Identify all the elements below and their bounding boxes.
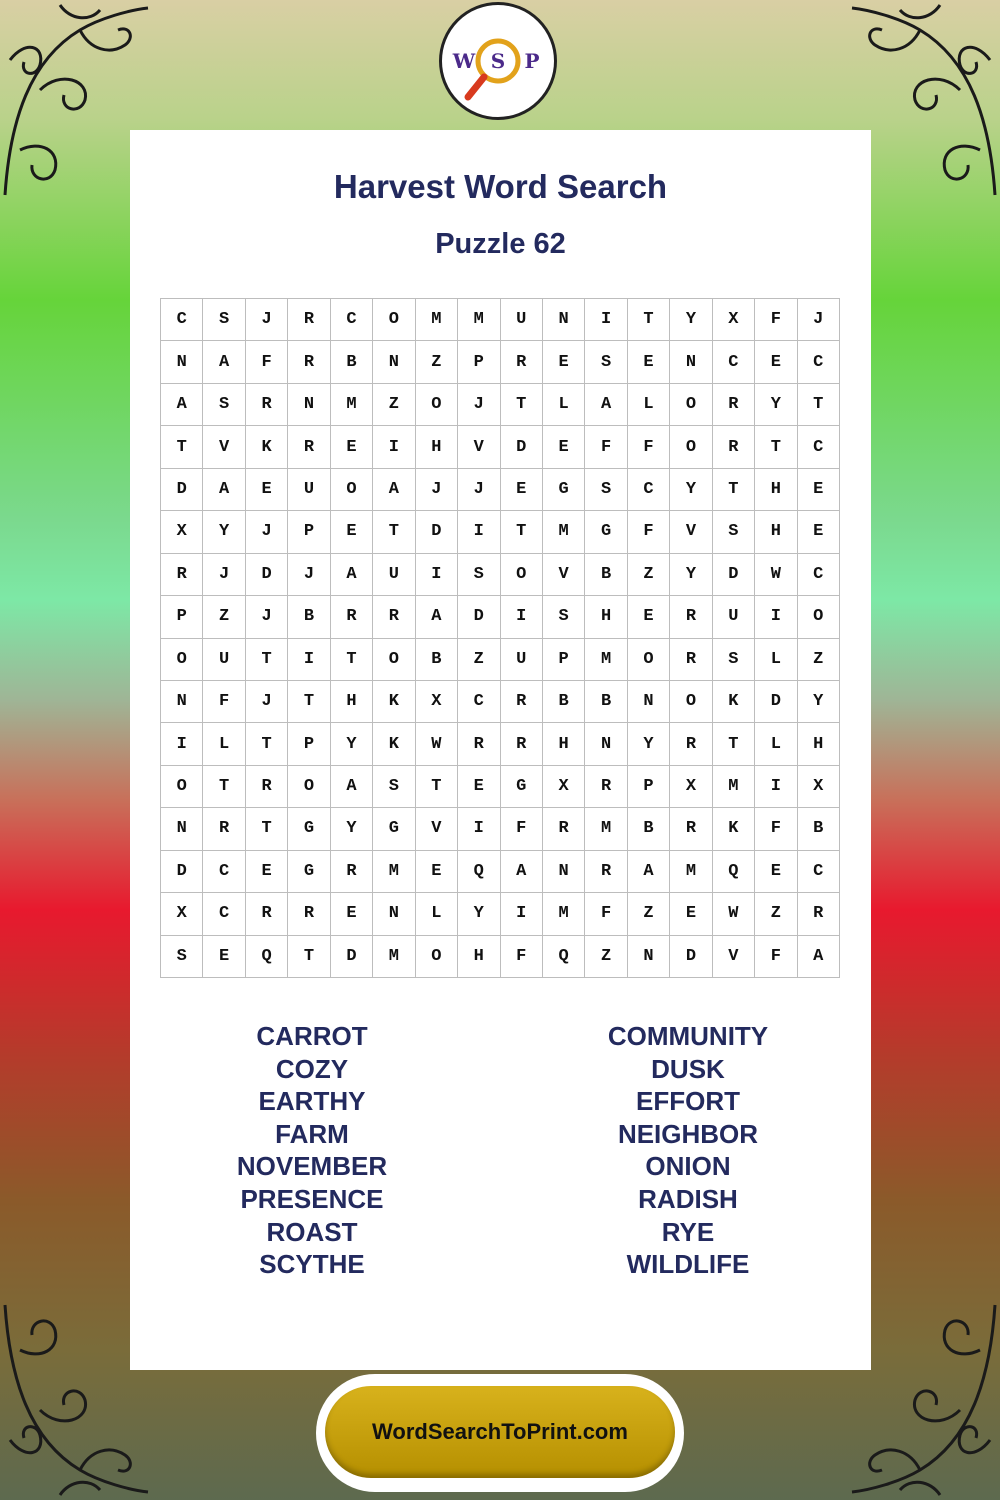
grid-cell[interactable]: A — [331, 766, 373, 808]
word-item: FARM — [275, 1118, 349, 1149]
grid-cell[interactable]: X — [416, 681, 458, 723]
grid-cell[interactable]: S — [161, 936, 203, 978]
grid-cell[interactable]: Z — [416, 341, 458, 383]
grid-cell[interactable]: O — [288, 766, 330, 808]
grid-cell[interactable]: J — [246, 299, 288, 341]
grid-cell[interactable]: X — [161, 511, 203, 553]
grid-cell[interactable]: I — [501, 596, 543, 638]
grid-cell[interactable]: D — [416, 511, 458, 553]
grid-cell[interactable]: C — [798, 426, 840, 468]
grid-cell[interactable]: O — [670, 426, 712, 468]
grid-cell[interactable]: R — [246, 384, 288, 426]
grid-cell[interactable]: J — [458, 469, 500, 511]
grid-cell[interactable]: F — [628, 426, 670, 468]
grid-cell[interactable]: O — [416, 384, 458, 426]
grid-cell[interactable]: J — [416, 469, 458, 511]
grid-cell[interactable]: X — [713, 299, 755, 341]
grid-cell[interactable]: V — [458, 426, 500, 468]
grid-cell[interactable]: T — [755, 426, 797, 468]
grid-cell[interactable]: R — [288, 426, 330, 468]
grid-cell[interactable]: U — [288, 469, 330, 511]
grid-cell[interactable]: Q — [713, 851, 755, 893]
grid-cell[interactable]: T — [798, 384, 840, 426]
grid-cell[interactable]: J — [246, 596, 288, 638]
grid-cell[interactable]: H — [458, 936, 500, 978]
grid-cell[interactable]: T — [628, 299, 670, 341]
grid-cell[interactable]: S — [203, 384, 245, 426]
grid-cell[interactable]: U — [373, 554, 415, 596]
grid-cell[interactable]: D — [161, 469, 203, 511]
grid-cell[interactable]: P — [628, 766, 670, 808]
grid-cell[interactable]: D — [755, 681, 797, 723]
grid-cell[interactable]: M — [585, 808, 627, 850]
grid-cell[interactable]: P — [543, 639, 585, 681]
grid-cell[interactable]: E — [670, 893, 712, 935]
grid-cell[interactable]: R — [713, 426, 755, 468]
grid-cell[interactable]: P — [161, 596, 203, 638]
grid-cell[interactable]: N — [161, 681, 203, 723]
grid-cell[interactable]: V — [543, 554, 585, 596]
word-item: PRESENCE — [240, 1183, 384, 1214]
grid-cell[interactable]: T — [246, 723, 288, 765]
grid-cell[interactable]: V — [416, 808, 458, 850]
grid-cell[interactable]: H — [755, 469, 797, 511]
grid-cell[interactable]: T — [501, 511, 543, 553]
grid-cell[interactable]: O — [670, 681, 712, 723]
grid-cell[interactable]: Y — [670, 554, 712, 596]
grid-cell[interactable]: S — [458, 554, 500, 596]
grid-cell[interactable]: L — [543, 384, 585, 426]
grid-cell[interactable]: A — [203, 341, 245, 383]
grid-cell[interactable]: K — [373, 723, 415, 765]
grid-cell[interactable]: Z — [628, 893, 670, 935]
grid-cell[interactable]: C — [798, 554, 840, 596]
grid-cell[interactable]: R — [501, 723, 543, 765]
grid-cell[interactable]: B — [543, 681, 585, 723]
grid-cell[interactable]: Y — [628, 723, 670, 765]
grid-cell[interactable]: J — [246, 511, 288, 553]
grid-cell[interactable]: O — [373, 639, 415, 681]
word-item: SCYTHE — [259, 1249, 365, 1280]
page-title: Harvest Word Search — [333, 168, 668, 205]
grid-cell[interactable]: Y — [670, 299, 712, 341]
word-item: RADISH — [638, 1183, 738, 1214]
grid-cell[interactable]: O — [331, 469, 373, 511]
grid-cell[interactable]: H — [543, 723, 585, 765]
site-link[interactable]: WordSearchToPrint.com — [325, 1386, 675, 1478]
grid-cell[interactable]: O — [628, 639, 670, 681]
grid-cell[interactable]: N — [543, 851, 585, 893]
grid-cell[interactable]: H — [585, 596, 627, 638]
grid-cell[interactable]: V — [203, 426, 245, 468]
grid-cell[interactable]: N — [628, 681, 670, 723]
grid-cell[interactable]: Z — [798, 639, 840, 681]
grid-cell[interactable]: H — [755, 511, 797, 553]
grid-cell[interactable]: T — [416, 766, 458, 808]
grid-cell[interactable]: V — [670, 511, 712, 553]
grid-cell[interactable]: N — [373, 341, 415, 383]
word-item: EFFORT — [636, 1086, 740, 1117]
grid-cell[interactable]: L — [416, 893, 458, 935]
grid-cell[interactable]: E — [246, 851, 288, 893]
grid-cell[interactable]: R — [798, 893, 840, 935]
grid-cell[interactable]: O — [161, 639, 203, 681]
grid-cell[interactable]: F — [203, 681, 245, 723]
grid-cell[interactable]: O — [373, 299, 415, 341]
grid-cell[interactable]: A — [416, 596, 458, 638]
letter-grid — [160, 298, 840, 978]
grid-cell[interactable]: W — [416, 723, 458, 765]
grid-cell[interactable]: R — [203, 808, 245, 850]
grid-cell[interactable]: B — [585, 554, 627, 596]
grid-cell[interactable]: O — [798, 596, 840, 638]
grid-cell[interactable]: T — [288, 681, 330, 723]
grid-cell[interactable]: N — [373, 893, 415, 935]
grid-cell[interactable]: M — [585, 639, 627, 681]
grid-cell[interactable]: X — [161, 893, 203, 935]
grid-cell[interactable]: E — [331, 511, 373, 553]
grid-cell[interactable]: E — [628, 341, 670, 383]
grid-cell[interactable]: C — [458, 681, 500, 723]
grid-cell[interactable]: U — [713, 596, 755, 638]
grid-cell[interactable]: A — [331, 554, 373, 596]
grid-cell[interactable]: P — [458, 341, 500, 383]
grid-cell[interactable]: K — [246, 426, 288, 468]
grid-cell[interactable]: D — [713, 554, 755, 596]
grid-cell[interactable]: E — [798, 511, 840, 553]
grid-cell[interactable]: R — [331, 851, 373, 893]
grid-cell[interactable]: Y — [458, 893, 500, 935]
grid-cell[interactable]: N — [670, 341, 712, 383]
grid-cell[interactable]: R — [670, 808, 712, 850]
grid-cell[interactable]: T — [331, 639, 373, 681]
grid-cell[interactable]: E — [331, 893, 373, 935]
grid-cell[interactable]: Z — [373, 384, 415, 426]
grid-cell[interactable]: P — [288, 511, 330, 553]
grid-cell[interactable]: M — [416, 299, 458, 341]
corner-ornament-top-left — [0, 0, 150, 200]
grid-cell[interactable]: T — [713, 469, 755, 511]
grid-cell[interactable]: K — [373, 681, 415, 723]
grid-cell[interactable]: Z — [203, 596, 245, 638]
grid-cell[interactable]: R — [246, 893, 288, 935]
grid-cell[interactable]: J — [203, 554, 245, 596]
grid-cell[interactable]: F — [628, 511, 670, 553]
grid-cell[interactable]: O — [670, 384, 712, 426]
grid-cell[interactable]: Z — [585, 936, 627, 978]
grid-cell[interactable]: D — [458, 596, 500, 638]
wsp-logo[interactable] — [439, 2, 557, 120]
grid-cell[interactable]: G — [501, 766, 543, 808]
grid-cell[interactable]: M — [670, 851, 712, 893]
grid-cell[interactable]: R — [288, 341, 330, 383]
grid-cell[interactable]: G — [543, 469, 585, 511]
grid-cell[interactable]: F — [501, 808, 543, 850]
grid-cell[interactable]: I — [585, 299, 627, 341]
grid-cell[interactable]: F — [501, 936, 543, 978]
grid-cell[interactable]: H — [331, 681, 373, 723]
grid-cell[interactable]: C — [798, 851, 840, 893]
grid-cell[interactable]: M — [373, 936, 415, 978]
grid-cell[interactable]: R — [373, 596, 415, 638]
grid-cell[interactable]: Y — [203, 511, 245, 553]
grid-cell[interactable]: F — [755, 808, 797, 850]
grid-cell[interactable]: R — [713, 384, 755, 426]
grid-cell[interactable]: R — [288, 299, 330, 341]
grid-cell[interactable]: N — [628, 936, 670, 978]
grid-cell[interactable]: E — [543, 341, 585, 383]
grid-cell[interactable]: E — [416, 851, 458, 893]
grid-cell[interactable]: I — [161, 723, 203, 765]
grid-cell[interactable]: Y — [331, 723, 373, 765]
grid-cell[interactable]: N — [161, 341, 203, 383]
grid-cell[interactable]: T — [246, 639, 288, 681]
word-item: NEIGHBOR — [617, 1118, 759, 1149]
grid-cell[interactable]: B — [628, 808, 670, 850]
grid-cell[interactable]: R — [288, 893, 330, 935]
grid-cell[interactable]: R — [585, 766, 627, 808]
grid-cell[interactable]: S — [543, 596, 585, 638]
grid-cell[interactable]: D — [161, 851, 203, 893]
grid-cell[interactable]: C — [331, 299, 373, 341]
grid-cell[interactable]: N — [585, 723, 627, 765]
grid-cell[interactable]: A — [203, 469, 245, 511]
grid-cell[interactable]: G — [585, 511, 627, 553]
grid-cell[interactable]: D — [670, 936, 712, 978]
grid-cell[interactable]: N — [543, 299, 585, 341]
grid-cell[interactable]: Q — [543, 936, 585, 978]
grid-cell[interactable]: D — [331, 936, 373, 978]
grid-cell[interactable]: F — [755, 299, 797, 341]
grid-cell[interactable]: C — [203, 893, 245, 935]
grid-cell[interactable]: R — [670, 723, 712, 765]
grid-cell[interactable]: E — [755, 851, 797, 893]
grid-cell[interactable]: B — [585, 681, 627, 723]
grid-cell[interactable]: E — [543, 426, 585, 468]
word-list-right — [538, 1020, 838, 1281]
grid-cell[interactable]: I — [458, 511, 500, 553]
grid-cell[interactable]: L — [203, 723, 245, 765]
grid-cell[interactable]: T — [501, 384, 543, 426]
logo-letter-s: S — [490, 49, 506, 73]
grid-cell[interactable]: M — [713, 766, 755, 808]
grid-cell[interactable]: F — [585, 426, 627, 468]
grid-cell[interactable]: K — [713, 681, 755, 723]
grid-cell[interactable]: O — [501, 554, 543, 596]
grid-cell[interactable]: N — [161, 808, 203, 850]
grid-cell[interactable]: T — [713, 723, 755, 765]
corner-ornament-bottom-right — [850, 1300, 1000, 1500]
grid-cell[interactable]: F — [755, 936, 797, 978]
puzzle-panel — [130, 130, 871, 1370]
grid-cell[interactable]: W — [713, 893, 755, 935]
word-item: COMMUNITY — [607, 1021, 769, 1051]
grid-cell[interactable]: E — [798, 469, 840, 511]
grid-cell[interactable]: B — [331, 341, 373, 383]
grid-cell[interactable]: M — [543, 511, 585, 553]
grid-cell[interactable]: L — [755, 723, 797, 765]
word-item: EARTHY — [258, 1086, 366, 1117]
grid-cell[interactable]: R — [458, 723, 500, 765]
grid-cell[interactable]: I — [755, 596, 797, 638]
grid-cell[interactable]: I — [755, 766, 797, 808]
word-item: COZY — [275, 1053, 349, 1084]
grid-cell[interactable]: I — [501, 893, 543, 935]
word-item: CARROT — [256, 1021, 368, 1051]
grid-cell[interactable]: O — [161, 766, 203, 808]
grid-cell[interactable]: M — [458, 299, 500, 341]
grid-cell[interactable]: E — [755, 341, 797, 383]
grid-cell[interactable]: N — [288, 384, 330, 426]
grid-cell[interactable]: S — [713, 511, 755, 553]
grid-cell[interactable]: X — [543, 766, 585, 808]
logo-letter-p: P — [524, 49, 540, 73]
grid-cell[interactable]: T — [246, 808, 288, 850]
grid-cell[interactable]: Q — [246, 936, 288, 978]
grid-cell[interactable]: Y — [798, 681, 840, 723]
grid-cell[interactable]: E — [331, 426, 373, 468]
grid-cell[interactable]: D — [501, 426, 543, 468]
word-item: WILDLIFE — [626, 1249, 750, 1280]
grid-cell[interactable]: Y — [670, 469, 712, 511]
grid-cell[interactable]: S — [585, 341, 627, 383]
word-item: ONION — [645, 1151, 731, 1182]
logo-letter-w: W — [452, 49, 476, 73]
grid-cell[interactable]: A — [373, 469, 415, 511]
grid-cell[interactable]: L — [628, 384, 670, 426]
grid-cell[interactable]: E — [501, 469, 543, 511]
grid-cell[interactable]: I — [288, 639, 330, 681]
grid-cell[interactable]: A — [628, 851, 670, 893]
grid-cell[interactable]: X — [798, 766, 840, 808]
grid-cell[interactable]: A — [798, 936, 840, 978]
grid-cell[interactable]: J — [798, 299, 840, 341]
grid-cell[interactable]: K — [713, 808, 755, 850]
grid-cell[interactable]: A — [161, 384, 203, 426]
grid-cell[interactable]: J — [458, 384, 500, 426]
word-item: DUSK — [651, 1053, 725, 1084]
grid-cell[interactable]: G — [288, 808, 330, 850]
grid-cell[interactable]: H — [416, 426, 458, 468]
grid-cell[interactable]: V — [713, 936, 755, 978]
grid-cell[interactable]: J — [288, 554, 330, 596]
grid-cell[interactable]: C — [713, 341, 755, 383]
corner-ornament-top-right — [850, 0, 1000, 200]
grid-cell[interactable]: R — [501, 341, 543, 383]
grid-cell[interactable]: S — [373, 766, 415, 808]
grid-cell[interactable]: P — [288, 723, 330, 765]
grid-cell[interactable]: R — [543, 808, 585, 850]
grid-cell[interactable]: F — [246, 341, 288, 383]
grid-cell[interactable]: E — [628, 596, 670, 638]
grid-cell[interactable]: R — [670, 596, 712, 638]
grid-cell[interactable]: T — [288, 936, 330, 978]
grid-cell[interactable]: G — [288, 851, 330, 893]
grid-cell[interactable]: L — [755, 639, 797, 681]
grid-cell[interactable]: Y — [331, 808, 373, 850]
corner-ornament-bottom-left — [0, 1300, 150, 1500]
word-item: ROAST — [266, 1216, 358, 1247]
grid-cell[interactable]: T — [203, 766, 245, 808]
grid-cell[interactable]: M — [543, 893, 585, 935]
grid-cell[interactable]: C — [798, 341, 840, 383]
grid-cell[interactable]: J — [246, 681, 288, 723]
grid-cell[interactable]: R — [585, 851, 627, 893]
grid-cell[interactable]: X — [670, 766, 712, 808]
grid-cell[interactable]: C — [628, 469, 670, 511]
grid-cell[interactable]: A — [585, 384, 627, 426]
grid-cell[interactable]: C — [203, 851, 245, 893]
grid-cell[interactable]: S — [713, 639, 755, 681]
grid-cell[interactable]: S — [585, 469, 627, 511]
puzzle-number: Puzzle 62 — [435, 228, 566, 260]
grid-cell[interactable]: R — [246, 766, 288, 808]
grid-cell[interactable]: Z — [628, 554, 670, 596]
grid-cell[interactable]: Q — [458, 851, 500, 893]
grid-cell[interactable]: U — [501, 299, 543, 341]
grid-cell[interactable]: G — [373, 808, 415, 850]
word-item: RYE — [661, 1216, 715, 1247]
grid-cell[interactable]: R — [161, 554, 203, 596]
grid-cell[interactable]: M — [331, 384, 373, 426]
word-item: NOVEMBER — [236, 1151, 388, 1182]
grid-cell[interactable]: B — [798, 808, 840, 850]
grid-cell[interactable]: W — [755, 554, 797, 596]
grid-cell[interactable]: B — [288, 596, 330, 638]
grid-cell[interactable]: I — [416, 554, 458, 596]
grid-cell[interactable]: R — [331, 596, 373, 638]
grid-cell[interactable]: I — [373, 426, 415, 468]
grid-cell[interactable]: U — [501, 639, 543, 681]
grid-cell[interactable]: T — [373, 511, 415, 553]
grid-cell[interactable]: E — [203, 936, 245, 978]
grid-cell[interactable]: E — [246, 469, 288, 511]
grid-cell[interactable]: F — [585, 893, 627, 935]
grid-cell[interactable]: E — [458, 766, 500, 808]
grid-cell[interactable]: Y — [755, 384, 797, 426]
grid-cell[interactable]: Z — [458, 639, 500, 681]
grid-cell[interactable]: C — [161, 299, 203, 341]
grid-cell[interactable]: O — [416, 936, 458, 978]
grid-cell[interactable]: S — [203, 299, 245, 341]
footer-banner — [316, 1374, 684, 1492]
grid-cell[interactable]: U — [203, 639, 245, 681]
grid-cell[interactable]: R — [670, 639, 712, 681]
grid-cell[interactable]: D — [246, 554, 288, 596]
grid-cell[interactable]: R — [501, 681, 543, 723]
grid-cell[interactable]: A — [501, 851, 543, 893]
word-list-left — [162, 1020, 462, 1281]
grid-cell[interactable]: H — [798, 723, 840, 765]
grid-cell[interactable]: T — [161, 426, 203, 468]
grid-cell[interactable]: M — [373, 851, 415, 893]
grid-cell[interactable]: Z — [755, 893, 797, 935]
grid-cell[interactable]: B — [416, 639, 458, 681]
grid-cell[interactable]: I — [458, 808, 500, 850]
